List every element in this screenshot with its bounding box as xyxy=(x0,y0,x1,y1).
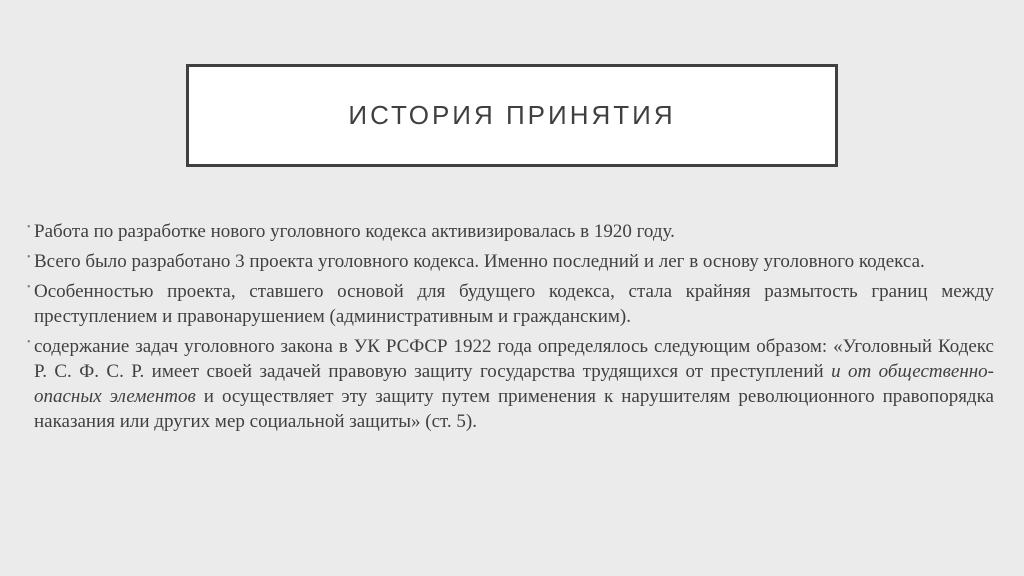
bullet-icon: • xyxy=(27,282,31,293)
bullet-text-part: содержание задач уголовного закона в УК РСФСР 1922 года определялось следующим образом: «Уголовный Кодекс Р. С. Ф. С. Р. имеет своей задачей правовую защиту государства трудящихся от преступлений xyxy=(34,336,994,382)
bullet-text-italic: и от общественно-опасных элементов xyxy=(34,361,994,407)
bullet-icon: • xyxy=(27,337,31,348)
list-item xyxy=(28,249,994,274)
slide-title: ИСТОРИЯ ПРИНЯТИЯ xyxy=(348,100,676,130)
list-item xyxy=(28,279,994,329)
bullet-text: Особенностью проекта, ставшего основой для будущего кодекса, стала крайняя размытость границ между преступлением и правонарушением (административным и гражданским). xyxy=(34,281,994,327)
bullet-text: Работа по разработке нового уголовного кодекса активизировалась в 1920 году. xyxy=(34,221,675,242)
title-box xyxy=(186,64,838,167)
list-item xyxy=(28,219,994,244)
bullet-icon: • xyxy=(27,222,31,233)
bullet-text: Всего было разработано 3 проекта уголовного кодекса. Именно последний и лег в основу уголовного кодекса. xyxy=(34,251,925,272)
list-item xyxy=(28,334,994,434)
bullet-text xyxy=(34,336,994,432)
bullet-text-part: и осуществляет эту защиту путем применения к нарушителям революционного правопорядка наказания или других мер социальной защиты» (ст. 5). xyxy=(34,386,994,432)
bullet-list xyxy=(28,219,994,439)
bullet-icon: • xyxy=(27,252,31,263)
